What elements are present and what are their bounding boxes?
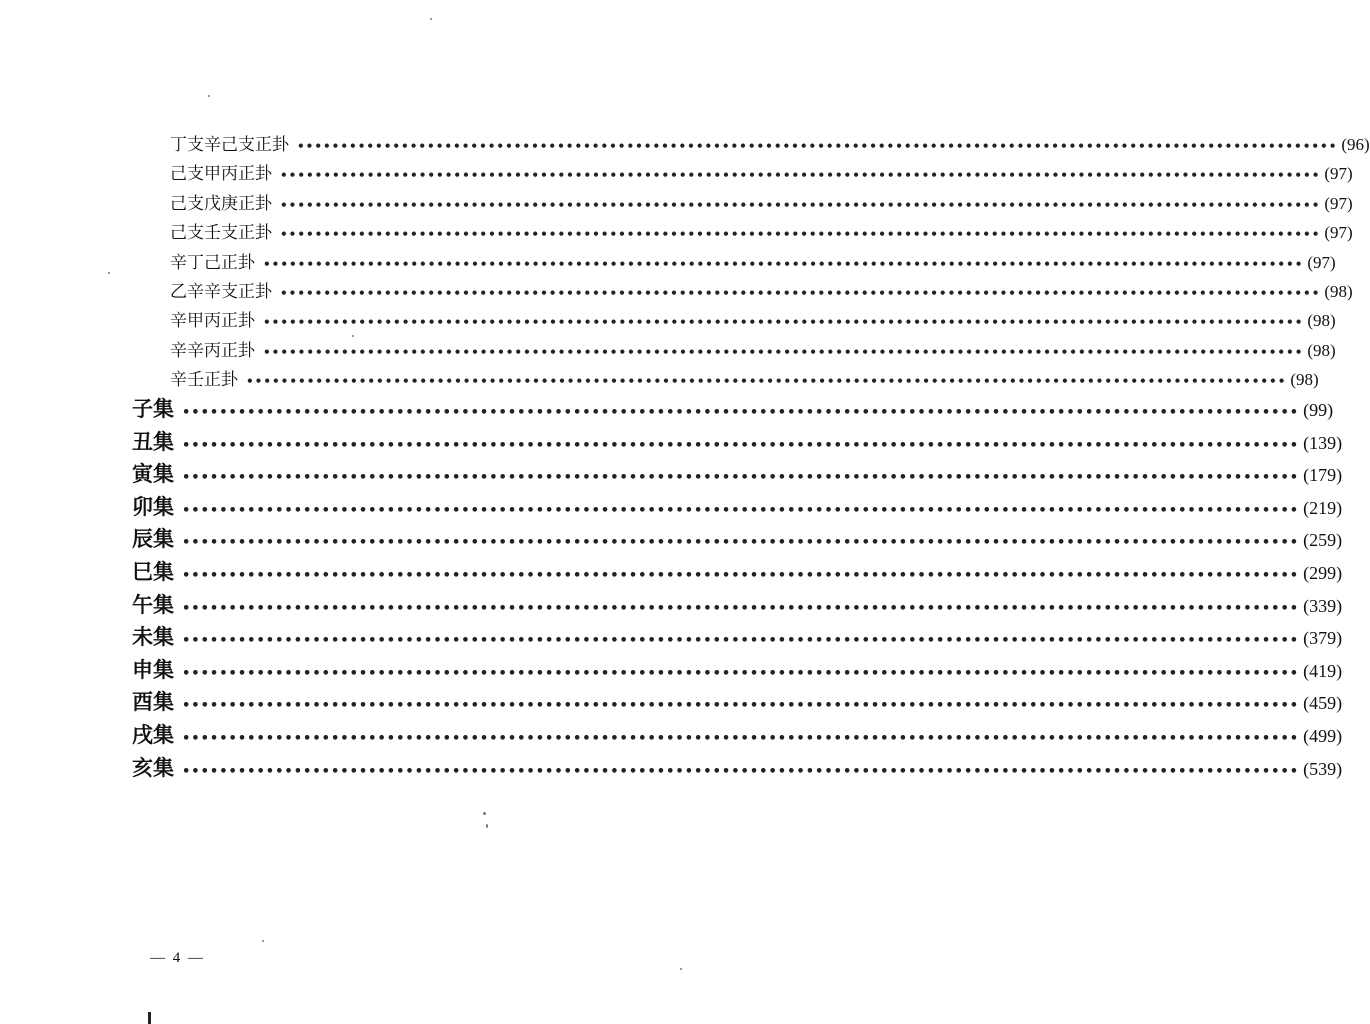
dot-leader: •••••••••••••••••••••••••••••••••••••••••••••••••••••••••••••••••••••••••••••••••••••••••••••••••••••••••••••••••••••••• [182, 568, 1300, 583]
toc-entry [132, 556, 1343, 586]
dot-leader: •••••••••••••••••••••••••••••••••••••••••••••••••••••••••••••••••••••••••••••••••••••••••••••••••••••••••••••••••••••••• [182, 502, 1300, 518]
entry-page-number: (299) [1303, 563, 1343, 583]
dot-leader: •••••••••••••••••••••••••••••••••••••••••••••••••••••••••••••••••••••••••••••••••••••••••••••••••••••••••••••••••••••••• [280, 197, 1321, 212]
entry-title: 辛甲丙正卦 [170, 311, 255, 332]
entry-page-number: (97) [1324, 223, 1353, 243]
toc-sub-entry [170, 306, 1336, 332]
toc-entry [132, 458, 1343, 488]
toc-sub-entry [170, 130, 1370, 156]
toc-sub-entry [170, 189, 1353, 215]
toc-sub-entry [170, 218, 1353, 244]
entry-page-number: (96) [1341, 135, 1370, 154]
toc-sub-entry [170, 159, 1353, 185]
dot-leader: •••••••••••••••••••••••••••••••••••••••••••••••••••••••••••••••••••••••••••••••••••••••••••••••••••••••••••••••••••••••• [182, 698, 1300, 714]
toc-sub-entry [170, 336, 1336, 362]
toc-entry [132, 621, 1343, 651]
entry-title: 丑集 [132, 428, 174, 454]
dot-leader: •••••••••••••••••••••••••••••••••••••••••••••••••••••••••••••••••••••••••••••••••••••••••••••••••••••••••••••••••••••••• [182, 665, 1300, 681]
dot-leader: •••••••••••••••••••••••••••••••••••••••••••••••••••••••••••••••••••••••••••••••••••••••••••••••••••••••••••••••••••••••• [263, 344, 1304, 359]
entry-page-number: (179) [1303, 465, 1343, 486]
entry-page-number: (98) [1307, 340, 1336, 360]
scan-speck [108, 272, 110, 274]
dot-leader: •••••••••••••••••••••••••••••••••••••••••••••••••••••••••••••••••••••••••••••••••••••••••••••••••••••••••••••••••••••••• [297, 139, 1338, 153]
entry-page-number: (339) [1303, 595, 1343, 616]
entry-title: 卯集 [132, 493, 174, 519]
entry-title: 巳集 [132, 559, 174, 584]
entry-page-number: (98) [1307, 311, 1336, 331]
entry-title: 寅集 [132, 461, 174, 487]
entry-page-number: (97) [1324, 193, 1353, 213]
scan-mark [148, 1012, 151, 1024]
entry-title: 辛壬正卦 [170, 370, 238, 391]
entry-page-number: (379) [1303, 628, 1343, 649]
entry-page-number: (98) [1324, 282, 1353, 301]
toc-sub-entry [170, 248, 1336, 274]
toc-entry [132, 719, 1343, 749]
entry-title: 酉集 [132, 689, 174, 715]
entry-title: 辰集 [132, 526, 174, 552]
scan-speck [483, 812, 486, 815]
scan-speck [486, 824, 488, 828]
entry-page-number: (499) [1303, 726, 1343, 746]
toc-sub-entry [170, 277, 1353, 303]
dot-leader: •••••••••••••••••••••••••••••••••••••••••••••••••••••••••••••••••••••••••••••••••••••••••••••••••••••••••••••••••••••••• [182, 633, 1300, 649]
toc-entry [132, 589, 1343, 619]
dot-leader: •••••••••••••••••••••••••••••••••••••••••••••••••••••••••••••••••••••••••••••••••••••••••••••••••••••••••••••••••••••••• [280, 286, 1321, 300]
dot-leader: •••••••••••••••••••••••••••••••••••••••••••••••••••••••••••••••••••••••••••••••••••••••••••••••••••••••••••••••••••••••• [182, 535, 1300, 551]
dot-leader: •••••••••••••••••••••••••••••••••••••••••••••••••••••••••••••••••••••••••••••••••••••••••••••••••••••••••••••••••••••••• [182, 731, 1300, 746]
toc-entry [132, 426, 1343, 456]
entry-title: 午集 [132, 591, 174, 617]
dot-leader: •••••••••••••••••••••••••••••••••••••••••••••••••••••••••••••••••••••••••••••••••••••••••••••••••••••••••••••••••••••••• [263, 256, 1304, 271]
toc-entry [132, 491, 1343, 521]
scan-speck [352, 335, 354, 337]
scan-speck [680, 968, 682, 970]
entry-page-number: (97) [1324, 164, 1353, 184]
toc-sub-entry [170, 365, 1319, 391]
entry-title: 己支甲丙正卦 [170, 164, 272, 185]
entry-title: 未集 [132, 624, 174, 650]
toc-entry [132, 393, 1334, 423]
entry-title: 辛辛丙正卦 [170, 340, 255, 361]
dot-leader: •••••••••••••••••••••••••••••••••••••••••••••••••••••••••••••••••••••••••••••••••••••••••••••••••••••••••••••••••••••••• [280, 227, 1321, 242]
entry-page-number: (219) [1303, 497, 1343, 518]
dot-leader: •••••••••••••••••••••••••••••••••••••••••••••••••••••••••••••••••••••••••••••••••••••••••••••••••••••••••••••••••••••••• [182, 437, 1300, 453]
dot-leader: •••••••••••••••••••••••••••••••••••••••••••••••••••••••••••••••••••••••••••••••••••••••••••••••••••••••••••••••••••••••• [182, 600, 1300, 616]
entry-title: 申集 [132, 656, 174, 682]
dot-leader: •••••••••••••••••••••••••••••••••••••••••••••••••••••••••••••••••••••••••••••••••••••••••••••••••••••••••••••••••••••••• [246, 374, 1287, 389]
dot-leader: •••••••••••••••••••••••••••••••••••••••••••••••••••••••••••••••••••••••••••••••••••••••••••••••••••••••••••••••••••••••• [182, 763, 1300, 779]
entry-title: 戌集 [132, 722, 174, 747]
entry-title: 亥集 [132, 754, 174, 780]
toc-entry [132, 654, 1343, 684]
toc-entry [132, 686, 1343, 716]
dot-leader: •••••••••••••••••••••••••••••••••••••••••••••••••••••••••••••••••••••••••••••••••••••••••••••••••••••••••••••••••••••••• [182, 470, 1300, 486]
entry-page-number: (419) [1303, 660, 1343, 681]
toc-entry [132, 752, 1343, 782]
entry-page-number: (98) [1290, 370, 1319, 390]
entry-page-number: (139) [1303, 432, 1343, 453]
entry-page-number: (539) [1303, 758, 1343, 779]
toc-entry [132, 523, 1343, 553]
entry-page-number: (99) [1303, 400, 1334, 420]
scan-speck [208, 95, 210, 97]
dot-leader: •••••••••••••••••••••••••••••••••••••••••••••••••••••••••••••••••••••••••••••••••••••••••••••••••••••••••••••••••••••••• [182, 405, 1300, 420]
entry-title: 子集 [132, 396, 174, 421]
entry-page-number: (259) [1303, 530, 1343, 551]
entry-page-number: (97) [1307, 252, 1336, 272]
dot-leader: •••••••••••••••••••••••••••••••••••••••••••••••••••••••••••••••••••••••••••••••••••••••••••••••••••••••••••••••••••••••• [263, 315, 1304, 330]
entry-title: 丁支辛己支正卦 [170, 135, 289, 155]
entry-page-number: (459) [1303, 693, 1343, 714]
entry-title: 辛丁己正卦 [170, 252, 255, 273]
page-number: — 4 — [150, 950, 205, 966]
entry-title: 己支戊庚正卦 [170, 193, 272, 214]
entry-title: 己支壬支正卦 [170, 223, 272, 244]
dot-leader: •••••••••••••••••••••••••••••••••••••••••••••••••••••••••••••••••••••••••••••••••••••••••••••••••••••••••••••••••••••••• [280, 168, 1321, 183]
scan-speck [262, 940, 264, 942]
entry-title: 乙辛辛支正卦 [170, 282, 272, 302]
scan-speck [430, 18, 432, 20]
